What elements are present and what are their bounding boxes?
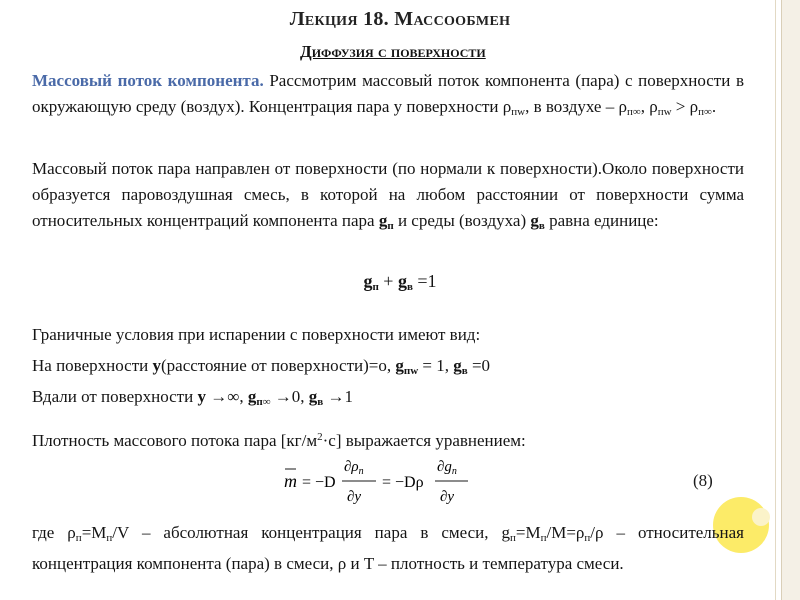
formula-eq-2: = −Dρ <box>382 474 424 491</box>
symbol: g <box>378 211 388 230</box>
text: →0, <box>270 387 309 406</box>
symbol: g <box>530 211 539 230</box>
boundary-condition-surface <box>32 353 490 384</box>
boundary-condition-far <box>32 384 353 415</box>
subscript: п <box>106 532 113 544</box>
text: . <box>711 97 717 116</box>
text: равна единице: <box>544 211 659 230</box>
text: , в воздухе – ρ <box>525 97 627 116</box>
text: →1 <box>323 387 353 406</box>
symbol: g <box>395 356 404 375</box>
superscript: 2 <box>317 431 323 443</box>
subscript: в <box>317 396 324 408</box>
text: =1 <box>412 271 437 291</box>
formula-den-2: ∂y <box>440 489 455 505</box>
symbol: g <box>397 271 407 291</box>
subscript: п <box>387 220 394 232</box>
subscript: п <box>510 532 516 544</box>
text: , ρ <box>640 97 658 116</box>
text: На поверхности <box>32 356 153 375</box>
frame-line <box>775 0 776 600</box>
text: Массовый поток пара направлен от поверхности (по нормали к поверхности).Около поверхности образуется паровоздушная смесь, в которой на любом расстоянии от поверхности сумма относительных концентраций компонента пара <box>32 159 744 230</box>
equation-sum-unity <box>0 271 800 293</box>
symbol: g <box>363 271 373 291</box>
subscript: в <box>461 365 468 377</box>
text: Рассмотрим массовый поток компонента (пара) с поверхности в окружающую среду (воздух). Концентрация пара у поверхности ρ <box>32 71 744 116</box>
formula-num-2 <box>437 459 457 477</box>
text: (расстояние от поверхности)=о, <box>161 356 396 375</box>
subscript: в <box>538 220 545 232</box>
text: > ρ <box>671 97 699 116</box>
subscript: п∞ <box>698 106 712 118</box>
subscript: п <box>358 466 364 477</box>
symbol: g <box>308 387 318 406</box>
equation-number: (8) <box>693 471 713 490</box>
slide-subtitle: Диффузия с поверхности <box>300 42 486 61</box>
formula-eq-1: = −D <box>302 474 336 491</box>
text: →∞, <box>205 387 248 406</box>
text: Плотность массового потока пара [кг/м <box>32 431 318 450</box>
symbol: y <box>197 387 206 406</box>
lead-term: Массовый поток компонента. <box>32 71 264 90</box>
subscript: пw <box>403 365 419 377</box>
subscript: п <box>75 532 82 544</box>
text: где ρ <box>32 523 76 542</box>
slide-title: Лекция 18. Массообмен <box>289 8 511 30</box>
text: ∂ρ <box>344 459 359 475</box>
text: ·с] выражается уравнением: <box>322 431 526 450</box>
paragraph-vapor-direction <box>32 156 744 239</box>
subscript: п <box>584 532 591 544</box>
boundary-conditions-intro: Граничные условия при испарении с поверхности имеют вид: <box>32 325 481 344</box>
text: =M <box>515 523 541 542</box>
subscript: пw <box>511 106 526 118</box>
operator: + <box>378 271 398 291</box>
text: /ρ – относительная концентрация компонента (пара) в смеси, ρ и T – плотность и температура смеси. <box>32 523 745 573</box>
text: /M=ρ <box>546 523 585 542</box>
right-frame-border <box>781 0 800 600</box>
text: /V – абсолютная концентрация пара в смеси, g <box>112 523 510 542</box>
text: = 1, <box>418 356 454 375</box>
paragraph-mass-flux <box>32 68 744 125</box>
text: =M <box>81 523 107 542</box>
subscript: пw <box>657 106 672 118</box>
paragraph-definitions <box>32 520 744 577</box>
subscript: п∞ <box>626 106 641 118</box>
text: =0 <box>467 356 491 375</box>
text: Вдали от поверхности <box>32 387 198 406</box>
text: и среды (воздуха) <box>393 211 531 230</box>
decorative-circle-small <box>752 508 770 526</box>
symbol: g <box>453 356 462 375</box>
subscript: п <box>540 532 547 544</box>
symbol: y <box>152 356 161 375</box>
subscript: в <box>406 281 413 293</box>
formula-mass-flux <box>282 449 512 513</box>
subscript: п <box>372 281 379 293</box>
symbol: g <box>247 387 257 406</box>
subscript: п <box>451 466 457 477</box>
formula-lhs: m <box>284 471 297 491</box>
formula-num-1 <box>344 459 364 477</box>
text: ∂g <box>437 459 452 475</box>
subscript: п∞ <box>256 396 271 408</box>
formula-den-1: ∂y <box>347 489 362 505</box>
